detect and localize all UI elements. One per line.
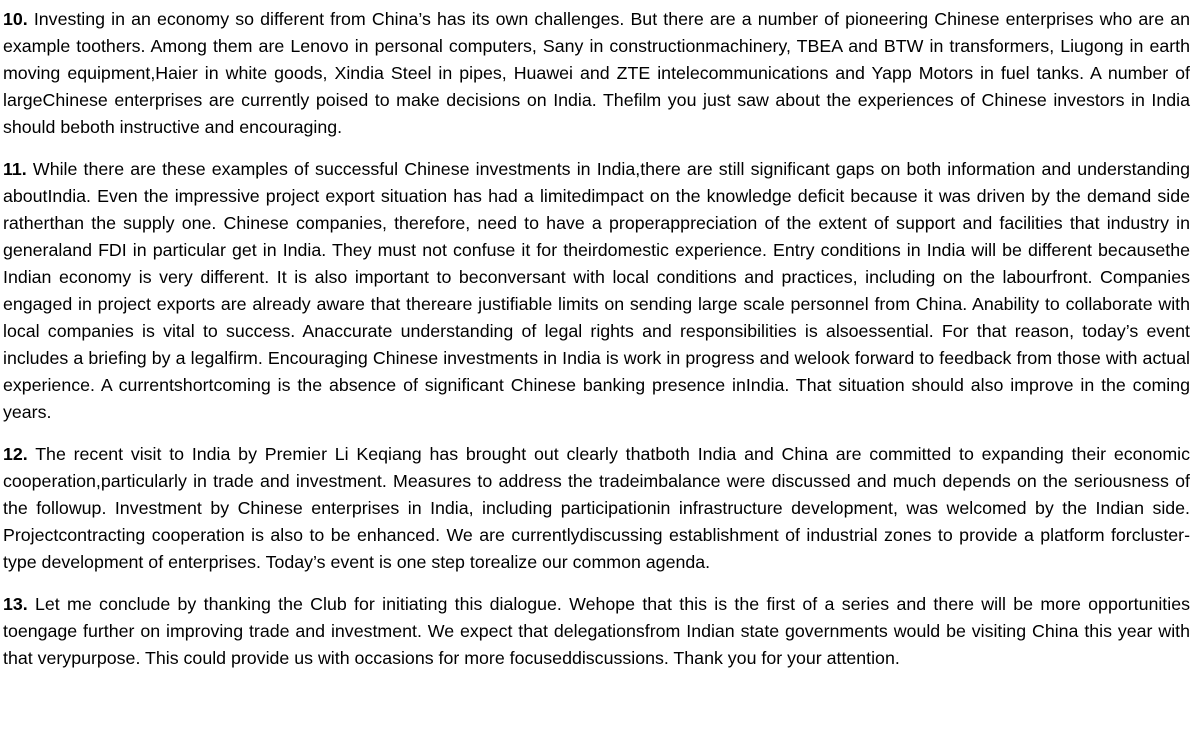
paragraph-10: [3, 6, 1190, 141]
paragraph-text: While there are these examples of successful Chinese investments in India,there are still significant gaps on both information and understanding aboutIndia. Even the impressive project export situation has had a limitedimpact on the knowledge deficit because it was driven by the demand side ratherthan the supply one. Chinese companies, therefore, need to have a properappreciation of the extent of support and facilities that industry in generaland FDI in particular get in India. They must not confuse it for theirdomestic experience. Entry conditions in India will be different becausethe Indian economy is very different. It is also important to beconversant with local conditions and practices, including on the labourfront. Companies engaged in project exports are already aware that thereare justifiable limits on sending large scale personnel from China. Anability to collaborate with local companies is vital to success. Anaccurate understanding of legal rights and responsibilities is alsoessential. For that reason, today’s event includes a briefing by a legalfirm. Encouraging Chinese investments in India is work in progress and welook forward to feedback from those with actual experience. A currentshortcoming is the absence of significant Chinese banking presence inIndia. That situation should also improve in the coming years.: [3, 159, 1190, 422]
paragraph-number: 13.: [3, 594, 28, 614]
paragraph-text: Investing in an economy so different from China’s has its own challenges. But there are a number of pioneering Chinese enterprises who are an example toothers. Among them are Lenovo in personal computers, Sany in constructionmachinery, TBEA and BTW in transformers, Liugong in earth moving equipment,Haier in white goods, Xindia Steel in pipes, Huawei and ZTE intelecommunications and Yapp Motors in fuel tanks. A number of largeChinese enterprises are currently poised to make decisions on India. Thefilm you just saw about the experiences of Chinese investors in India should beboth instructive and encouraging.: [3, 9, 1190, 137]
paragraph-text: The recent visit to India by Premier Li Keqiang has brought out clearly thatboth India and China are committed to expanding their economic cooperation,particularly in trade and investment. Measures to address the tradeimbalance were discussed and much depends on the seriousness of the followup. Investment by Chinese enterprises in India, including participationin infrastructure development, was welcomed by the Indian side. Projectcontracting cooperation is also to be enhanced. We are currentlydiscussing establishment of industrial zones to provide a platform forcluster-type development of enterprises. Today’s event is one step torealize our common agenda.: [3, 444, 1190, 572]
paragraph-11: [3, 156, 1190, 426]
paragraph-12: [3, 441, 1190, 576]
paragraph-number: 11.: [3, 159, 27, 179]
paragraph-number: 12.: [3, 444, 28, 464]
paragraph-text: Let me conclude by thanking the Club for initiating this dialogue. Wehope that this is the first of a series and there will be more opportunities toengage further on improving trade and investment. We expect that delegationsfrom Indian state governments would be visiting China this year with that verypurpose. This could provide us with occasions for more focuseddiscussions. Thank you for your attention.: [3, 594, 1190, 668]
paragraph-13: [3, 591, 1190, 672]
paragraph-number: 10.: [3, 9, 28, 29]
